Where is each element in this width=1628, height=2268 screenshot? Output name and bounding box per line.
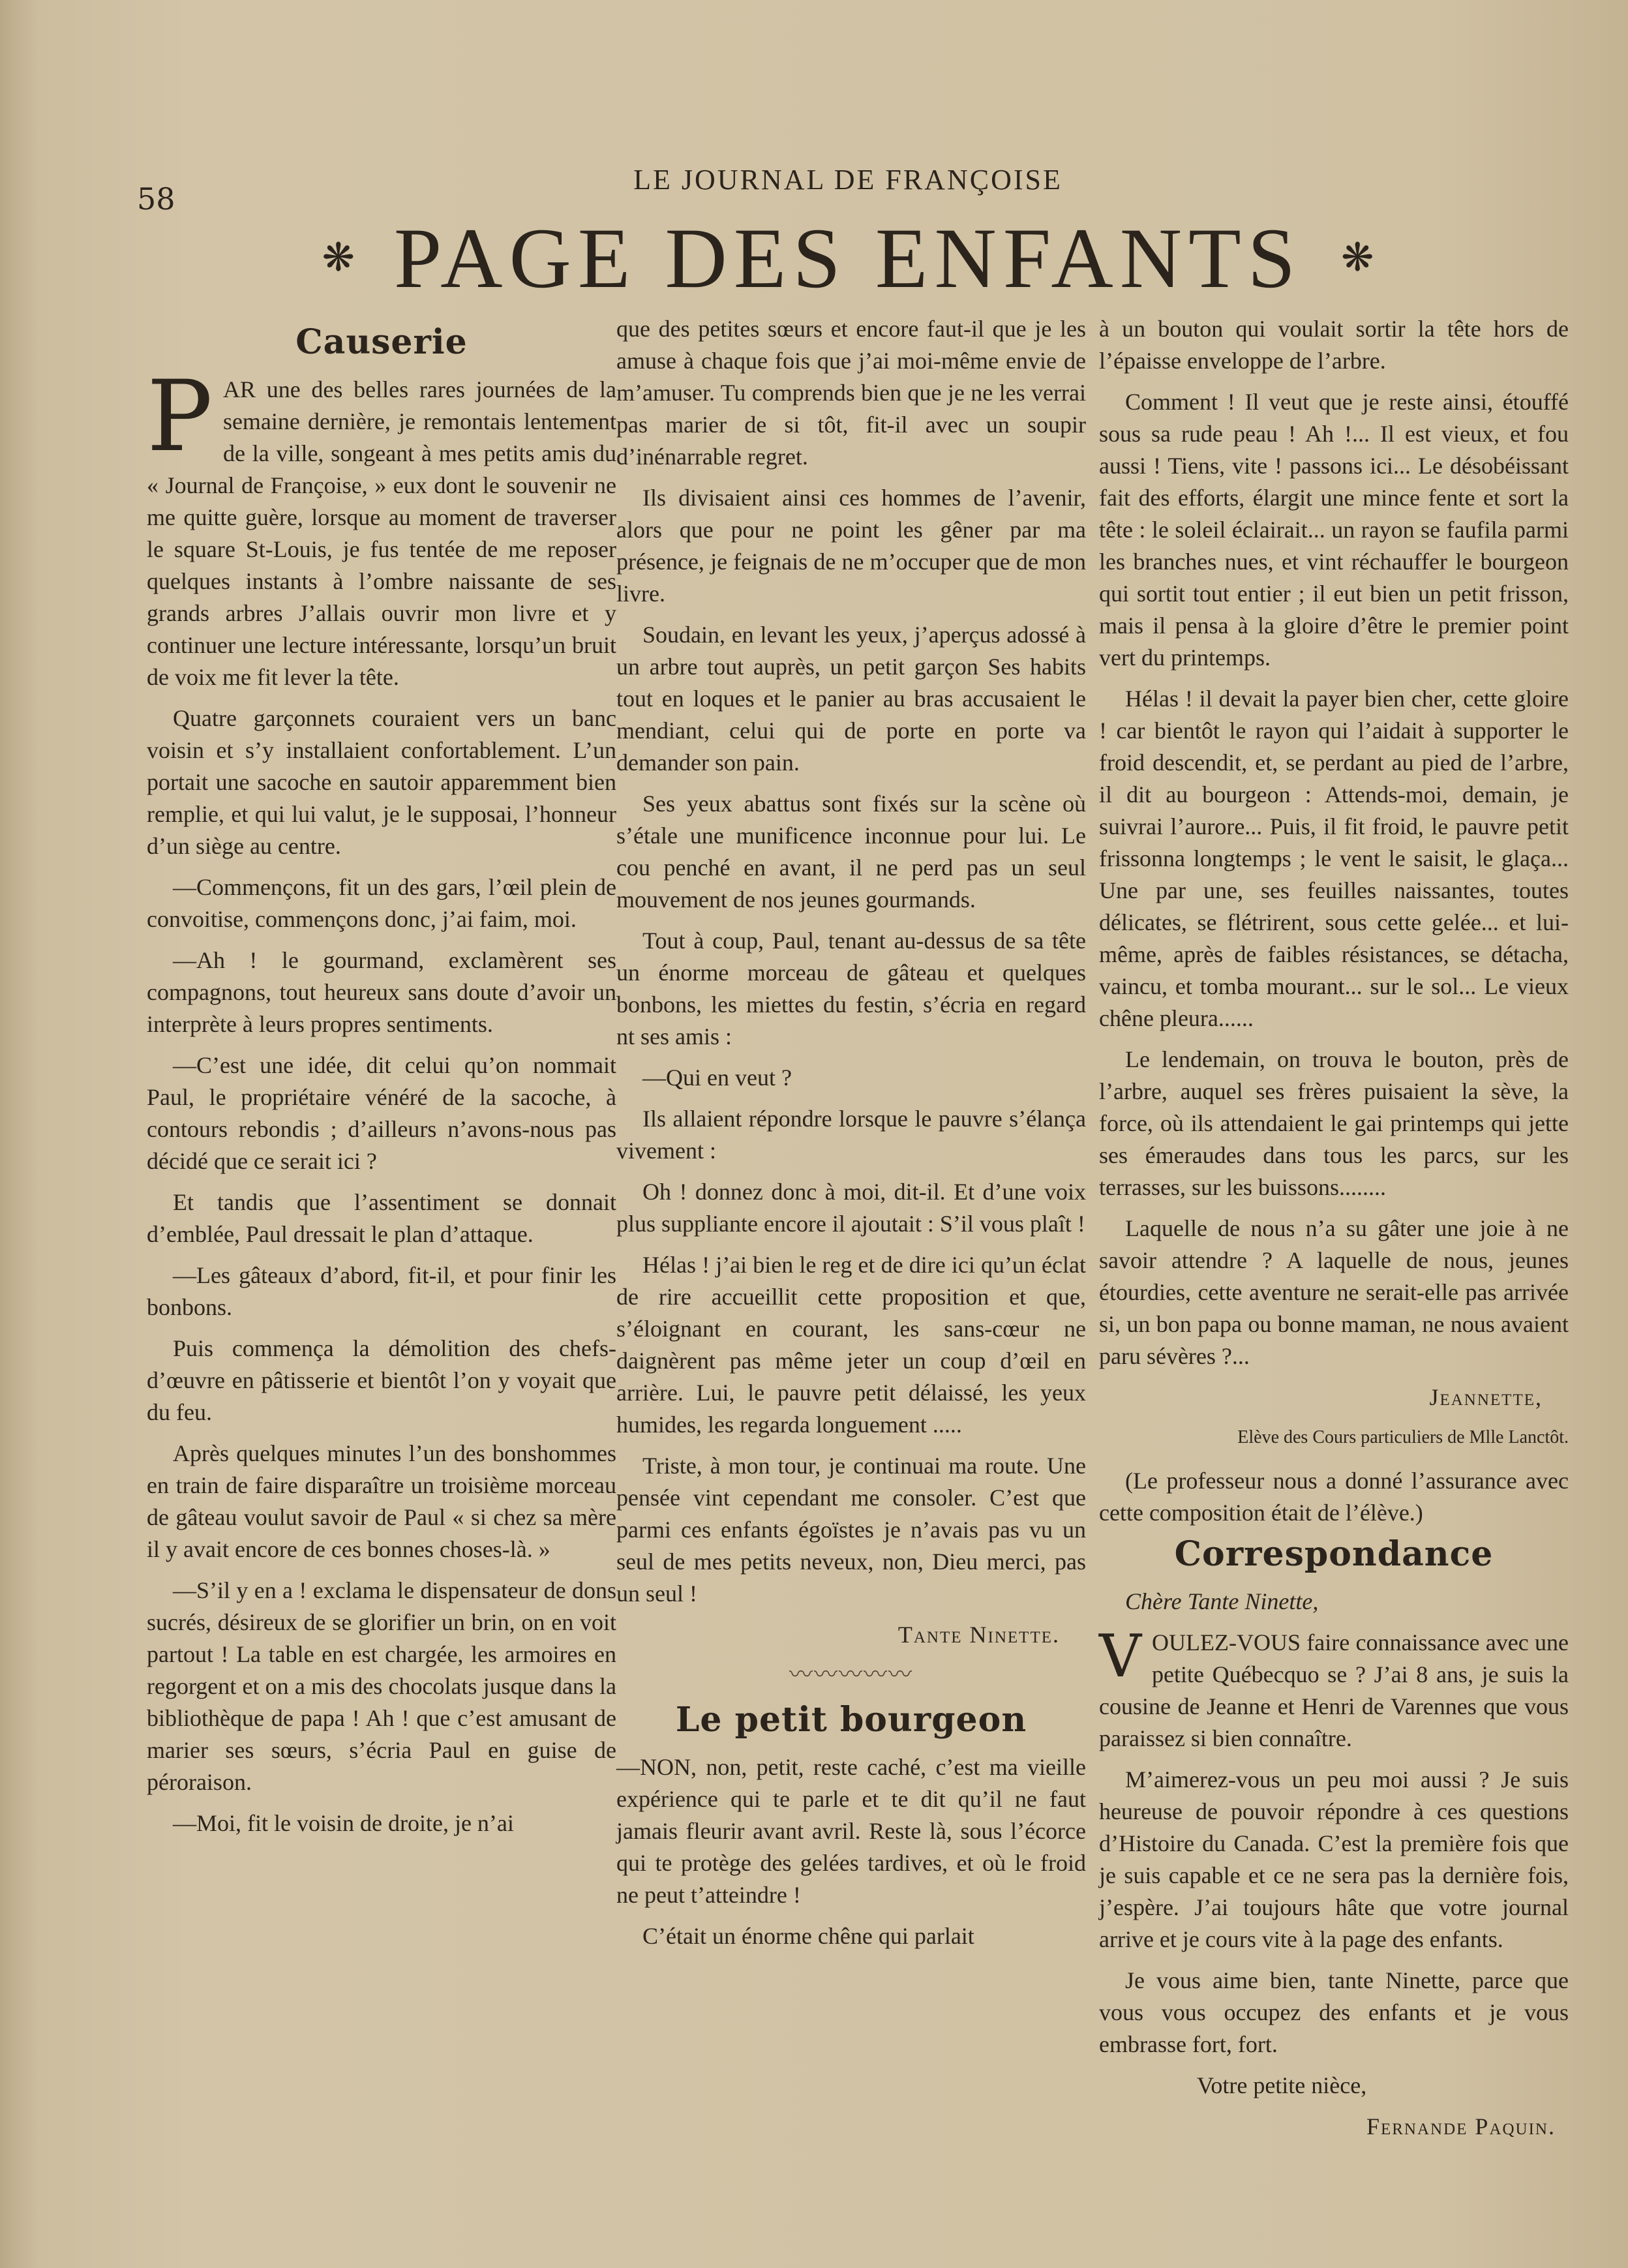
causerie-paragraph: Après quelques minutes l’un des bonshommes en train de faire disparaître un troisième morceau de gâteau voulut savoir de Paul « si chez sa mère il y avait encore de ces bonnes choses-là. » (147, 1440, 616, 1562)
causerie-continued-paragraph: Tout à coup, Paul, tenant au-dessus de sa tête un énorme morceau de gâteau et quelques bonbons, les miettes du festin, s’écria en regard nt ses amis : (616, 928, 1086, 1050)
causerie-continued-paragraph: que des petites sœurs et encore faut-il que je les amuse à chaque fois que j’ai moi-même envie de m’amuser. Tu comprends bien que je ne les verrai pas marier de si tôt, fit-il avec un soupir d’inénarrable regret. (616, 316, 1086, 470)
bourgeon-continued-paragraph: Hélas ! il devait la payer bien cher, cette gloire ! car bientôt le rayon qui l’aidait à supporter le froid descendit, et, se perdant au pied de l’arbre, il dit au bourgeon : Attends-moi, demain, je suivrai l’aurore... Puis, il fit froid, le pauvre petit frissonna longtemps ; le vent le saisit, le glaça... Une par une, ses feuilles naissantes, toutes délicates, se flétrirent, sous cette gelée... et lui-même, après de faibles résistances, se détacha, vaincu, et tomba mourant... sur le sol... Le vieux chêne pleura...... (1099, 686, 1569, 1031)
column-right (1099, 313, 1569, 2143)
bourgeon-continued-paragraph: Le lendemain, on trouva le bouton, près de l’arbre, auquel ses frères puisaient la sève, la force, où ils attendaient le gai printemps qui jette ses émeraudes dans tous les parcs, sur les terrasses, sur les buissons........ (1099, 1046, 1569, 1200)
causerie-signature: Tante Ninette. (897, 1622, 1060, 1648)
bourgeon-continued-paragraph: Comment ! Il veut que je reste ainsi, étouffé sous sa rude peau ! Ah !... Il est vieux, et fou aussi ! Tiens, vite ! passons ici... Le désobéissant fait des efforts, élargit une mince fente et sort la tête : le soleil éclairait... un rayon se faufila parmi les branches nues, et vint réchauffer le bourgeon qui sortit tout entier ; il eut bien un petit frisson, mais il pensa à la gloire d’être le premier point vert du printemps. (1099, 389, 1569, 671)
bourgeon-paragraph: C’était un énorme chêne qui parlait (642, 1923, 974, 1949)
bourgeon-continued-paragraph: Laquelle de nous n’a su gâter une joie à ne savoir attendre ? A laquelle de nous, jeunes étourdies, cette aventure ne serait-elle pas arrivée si, un bon papa ou bonne maman, ne nous avaient paru sévères ?... (1099, 1215, 1569, 1369)
column-causerie (147, 320, 616, 1849)
causerie-paragraph: —S’il y en a ! exclama le dispensateur de dons sucrés, désireux de se glorifier un brin, on en voit partout ! La table en est chargée, les armoires en regorgent et on a mis des chocolats jusque dans la bibliothèque de papa ! Ah ! que c’est amusant de marier ses sœurs, s’écria Paul en guise de péroraison. (147, 1577, 616, 1795)
causerie-paragraph: P AR une des belles rares journées de la semaine dernière, je remontais lentement de la ville, songeant à mes petits amis du « Journal de Françoise, » eux dont le souvenir ne me quitte guère, lorsque au moment de traverser le square St-Louis, je fus tentée de me reposer quelques instants à l’ombre naissante de ses grands arbres J’allais ouvrir mon livre et y continuer une lecture intéressante, lorsqu’un bruit de voix me fit lever la tête. (147, 360, 616, 690)
causerie-continued-paragraph: Triste, à mon tour, je continuai ma route. Une pensée vint cependant me consoler. C’est que parmi ces enfants égoïstes je n’avais pas vu un seul de mes petits neveux, non, Dieu merci, pas un seul ! (616, 1453, 1086, 1607)
bourgeon-heading: Le petit bourgeon (675, 1700, 1027, 1740)
section-divider: 〰〰〰〰〰 (789, 1661, 913, 1687)
correspondance-paragraph: M’aimerez-vous un peu moi aussi ? Je suis heureuse de pouvoir répondre à ces questions d’Histoire du Canada. C’est la première fois que je suis capable et ce ne sera pas la dernière fois, j’espère. J’ai toujours hâte que votre journal arrive et je cours vite à la page des enfants. (1099, 1766, 1569, 1952)
causerie-paragraph: —Les gâteaux d’abord, fit-il, et pour finir les bonbons. (147, 1262, 616, 1320)
causerie-paragraph: Puis commença la démolition des chefs-d’œuvre en pâtisserie et bientôt l’on y voyait que du feu. (147, 1335, 616, 1425)
causerie-continued-paragraph: Soudain, en levant les yeux, j’aperçus adossé à un arbre tout auprès, un petit garçon Ses habits tout en loques et le panier au bras accusaient le mendiant, celui qui de porte en porte va demander son pain. (616, 622, 1086, 776)
bourgeon-affiliation: Elève des Cours particuliers de Mlle Lanctôt. (1237, 1427, 1569, 1447)
causerie-paragraph: Et tandis que l’assentiment se donnait d’emblée, Paul dressait le plan d’attaque. (147, 1189, 616, 1247)
ornament-left-icon: ❋ (322, 235, 355, 280)
bourgeon-continued-paragraph: à un bouton qui voulait sortir la tête hors de l’épaisse enveloppe de l’arbre. (1099, 316, 1569, 374)
correspondance-heading: Correspondance (1174, 1534, 1494, 1574)
correspondance-signature: Fernande Paquin. (1366, 2113, 1556, 2139)
causerie-paragraph: Quatre garçonnets couraient vers un banc voisin et s’y installaient confortablement. L’un portait une sacoche en sautoir apparemment bien remplie, et qui lui valut, je le supposai, l’honneur d’un siège au centre. (147, 705, 616, 859)
causerie-continued-paragraph: —Qui en veut ? (642, 1065, 792, 1091)
bourgeon-paragraph: —NON, non, petit, reste caché, c’est ma vieille expérience qui te parle et te dit qu’il ne faut jamais fleurir avant avril. Reste là, sous l’écorce qui te protège des gelées tardives, et où le froid ne peut t’atteindre ! (616, 1754, 1086, 1908)
causerie-paragraph: —Commençons, fit un des gars, l’œil plein de convoitise, commençons donc, j’ai faim, moi. (147, 874, 616, 932)
causerie-paragraph: —C’est une idée, dit celui qu’on nommait Paul, le propriétaire vénéré de la sacoche, à contours rebondis ; d’ailleurs n’avons-nous pas décidé que ce serait ici ? (147, 1052, 616, 1174)
ornament-right-icon: ❋ (1341, 235, 1374, 280)
bourgeon-signature: Jeannette, (1429, 1384, 1543, 1410)
correspondance-salutation: Chère Tante Ninette, (1125, 1588, 1319, 1614)
teacher-note: (Le professeur nous a donné l’assurance avec cette composition était de l’élève.) (1099, 1468, 1569, 1526)
causerie-dropcap: P (147, 360, 213, 474)
title-row (248, 209, 1448, 307)
causerie-heading: Causerie (295, 322, 468, 362)
causerie-continued-paragraph: Hélas ! j’ai bien le reg et de dire ici qu’un éclat de rire accueillit cette proposition et que, s’éloignant en courant, les sans-cœur ne daignèrent pas même jeter un coup d’œil en arrière. Lui, le pauvre petit délaissé, les yeux humides, les regarda longuement ..... (616, 1252, 1086, 1438)
correspondance-dropcap: V (1099, 1622, 1141, 1691)
page-number: 58 (137, 181, 175, 217)
correspondance-paragraph: Je vous aime bien, tante Ninette, parce que vous vous occupez des enfants et je vous embrasse fort, fort. (1099, 1967, 1569, 2057)
causerie-paragraph: —Ah ! le gourmand, exclamèrent ses compagnons, tout heureux sans doute d’avoir un interprète à leurs propres sentiments. (147, 947, 616, 1037)
causerie-continued-paragraph: Ils allaient répondre lorsque le pauvre s’élança vivement : (616, 1106, 1086, 1164)
correspondance-paragraph: V OULEZ-VOUS faire connaissance avec une petite Québecquo se ? J’ai 8 ans, je suis la cousine de Jeanne et Henri de Varennes que vous paraissez si bien connaître. (1099, 1622, 1569, 1751)
causerie-paragraph: —Moi, fit le voisin de droite, je n’ai (173, 1810, 514, 1836)
running-head: LE JOURNAL DE FRANÇOISE (633, 164, 1063, 196)
correspondance-closing: Votre petite nièce, (1197, 2072, 1367, 2098)
page-title: PAGE DES ENFANTS (393, 209, 1303, 306)
causerie-continued-paragraph: Ils divisaient ainsi ces hommes de l’avenir, alors que pour ne point les gêner par ma présence, je feignais de ne m’occuper que de mon livre. (616, 485, 1086, 607)
causerie-continued-paragraph: Oh ! donnez donc à moi, dit-il. Et d’une voix plus suppliante encore il ajoutait : S’il vous plaît ! (616, 1179, 1086, 1237)
column-middle (616, 313, 1086, 1961)
causerie-continued-paragraph: Ses yeux abattus sont fixés sur la scène où s’étale une munificence inconnue pour lui. Le cou penché en avant, il ne perd pas un seul mouvement de nos jeunes gourmands. (616, 791, 1086, 913)
